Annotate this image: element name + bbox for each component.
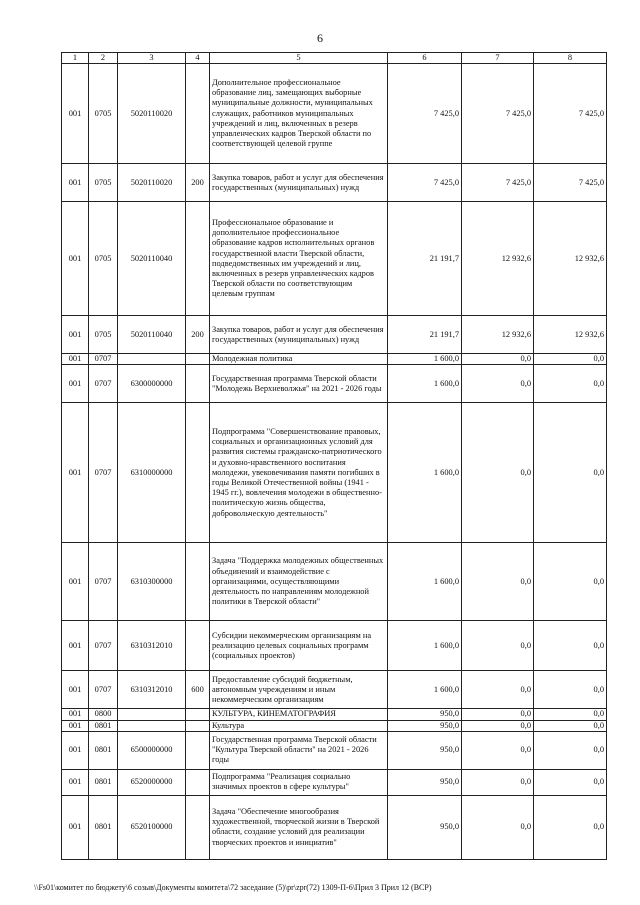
row-description: Государственная программа Тверской области "Культура Тверской области" на 2021 - 2026 годы [210, 731, 388, 769]
expense-type [186, 365, 210, 403]
table-row [62, 164, 607, 202]
expense-type [186, 709, 210, 720]
admin-code: 001 [62, 365, 89, 403]
admin-code: 001 [62, 621, 89, 671]
row-description: Субсидии некоммерческим организациям на реализацию целевых социальных программ (социальных проектов) [210, 621, 388, 671]
row-description: Государственная программа Тверской области "Молодежь Верхневолжья" на 2021 - 2026 годы [210, 365, 388, 403]
row-description: Дополнительное профессиональное образование лиц, замещающих выборные муниципальные должности, муниципальных служащих, работников муниципальных учреждений и лиц, включенных в резерв управленческих кадров Тверской области по соответствующей целевой группе [210, 64, 388, 164]
target-article: 5020110020 [118, 64, 186, 164]
row-description: Культура [210, 720, 388, 731]
table-row [62, 769, 607, 795]
expense-type: 600 [186, 671, 210, 709]
section-code: 0801 [89, 731, 118, 769]
section-code: 0705 [89, 164, 118, 202]
target-article: 6520000000 [118, 769, 186, 795]
section-code: 0707 [89, 671, 118, 709]
row-description: КУЛЬТУРА, КИНЕМАТОГРАФИЯ [210, 709, 388, 720]
amount-col6: 950,0 [388, 709, 462, 720]
amount-col7: 0,0 [462, 709, 534, 720]
admin-code: 001 [62, 354, 89, 365]
amount-col8: 0,0 [534, 621, 607, 671]
row-description: Закупка товаров, работ и услуг для обеспечения государственных (муниципальных) нужд [210, 316, 388, 354]
target-article: 5020110040 [118, 316, 186, 354]
amount-col7: 0,0 [462, 365, 534, 403]
amount-col7: 0,0 [462, 354, 534, 365]
header-cell: 5 [210, 53, 388, 64]
target-article: 6300000000 [118, 365, 186, 403]
budget-table [61, 52, 607, 860]
amount-col8: 0,0 [534, 795, 607, 859]
section-code: 0707 [89, 621, 118, 671]
expense-type [186, 403, 210, 543]
admin-code: 001 [62, 709, 89, 720]
amount-col6: 950,0 [388, 795, 462, 859]
header-cell: 8 [534, 53, 607, 64]
amount-col6: 1 600,0 [388, 671, 462, 709]
header-cell: 3 [118, 53, 186, 64]
file-path-footer: \\Fs01\комитет по бюджету\6 созыв\Документы комитета\72 заседание (5)\pr\zpr(72) 1309-П-6\Прил 3 Прил 12 (ВСР) [34, 883, 432, 892]
admin-code: 001 [62, 316, 89, 354]
amount-col6: 7 425,0 [388, 164, 462, 202]
amount-col7: 0,0 [462, 720, 534, 731]
section-code: 0801 [89, 720, 118, 731]
amount-col6: 7 425,0 [388, 64, 462, 164]
table-row [62, 731, 607, 769]
admin-code: 001 [62, 202, 89, 316]
target-article: 5020110020 [118, 164, 186, 202]
amount-col8: 0,0 [534, 543, 607, 621]
amount-col7: 7 425,0 [462, 64, 534, 164]
table-row [62, 354, 607, 365]
target-article [118, 709, 186, 720]
target-article: 6310000000 [118, 403, 186, 543]
amount-col6: 21 191,7 [388, 316, 462, 354]
expense-type [186, 720, 210, 731]
amount-col7: 0,0 [462, 403, 534, 543]
expense-type [186, 769, 210, 795]
admin-code: 001 [62, 769, 89, 795]
section-code: 0707 [89, 354, 118, 365]
amount-col7: 0,0 [462, 671, 534, 709]
header-cell: 2 [89, 53, 118, 64]
section-code: 0707 [89, 403, 118, 543]
amount-col7: 0,0 [462, 731, 534, 769]
amount-col8: 0,0 [534, 671, 607, 709]
expense-type [186, 202, 210, 316]
section-code: 0705 [89, 202, 118, 316]
expense-type [186, 354, 210, 365]
table-row [62, 720, 607, 731]
header-cell: 7 [462, 53, 534, 64]
table-row [62, 543, 607, 621]
row-description: Профессиональное образование и дополнительное профессиональное образование кадров исполнительных органов государственной власти Тверской области, подведомственных им учреждений и лиц, включенных в резерв управленческих кадров Тверской области по соответствующим целевым группам [210, 202, 388, 316]
amount-col8: 0,0 [534, 769, 607, 795]
admin-code: 001 [62, 671, 89, 709]
expense-type [186, 64, 210, 164]
section-code: 0707 [89, 365, 118, 403]
admin-code: 001 [62, 795, 89, 859]
page-number: 6 [317, 31, 323, 45]
row-description: Молодежная политика [210, 354, 388, 365]
header-cell: 4 [186, 53, 210, 64]
table-row [62, 671, 607, 709]
header-row [62, 53, 607, 64]
table-row [62, 365, 607, 403]
target-article [118, 720, 186, 731]
amount-col8: 0,0 [534, 403, 607, 543]
amount-col7: 0,0 [462, 543, 534, 621]
amount-col8: 0,0 [534, 731, 607, 769]
table-row [62, 316, 607, 354]
amount-col8: 0,0 [534, 365, 607, 403]
amount-col7: 0,0 [462, 621, 534, 671]
admin-code: 001 [62, 543, 89, 621]
amount-col6: 950,0 [388, 769, 462, 795]
table-row [62, 795, 607, 859]
target-article: 6310300000 [118, 543, 186, 621]
amount-col6: 950,0 [388, 731, 462, 769]
amount-col8: 12 932,6 [534, 316, 607, 354]
row-description: Подпрограмма "Реализация социально значимых проектов в сфере культуры" [210, 769, 388, 795]
amount-col8: 0,0 [534, 709, 607, 720]
amount-col6: 1 600,0 [388, 403, 462, 543]
table-row [62, 403, 607, 543]
section-code: 0801 [89, 795, 118, 859]
row-description: Предоставление субсидий бюджетным, автономным учреждениям и иным некоммерческим организациям [210, 671, 388, 709]
row-description: Задача "Обеспечение многообразия художественной, творческой жизни в Тверской области, создание условий для реализации творческих проектов и инициатив" [210, 795, 388, 859]
expense-type: 200 [186, 316, 210, 354]
target-article: 6310312010 [118, 621, 186, 671]
expense-type [186, 731, 210, 769]
amount-col6: 21 191,7 [388, 202, 462, 316]
amount-col8: 12 932,6 [534, 202, 607, 316]
row-description: Закупка товаров, работ и услуг для обеспечения государственных (муниципальных) нужд [210, 164, 388, 202]
section-code: 0707 [89, 543, 118, 621]
amount-col6: 950,0 [388, 720, 462, 731]
amount-col8: 7 425,0 [534, 164, 607, 202]
amount-col7: 12 932,6 [462, 202, 534, 316]
admin-code: 001 [62, 164, 89, 202]
row-description: Подпрограмма "Совершенствование правовых, социальных и организационных условий для развития системы гражданско-патриотического и духовно-нравственного воспитания молодежи, увековечивания памяти погибших в годы Великой Отечественной войны (1941 - 1945 гг.), вовлечения молодежи в общественно-политическую жизнь общества, добровольческую деятельность" [210, 403, 388, 543]
target-article: 6500000000 [118, 731, 186, 769]
amount-col6: 1 600,0 [388, 365, 462, 403]
amount-col8: 0,0 [534, 720, 607, 731]
header-cell: 1 [62, 53, 89, 64]
amount-col6: 1 600,0 [388, 621, 462, 671]
expense-type [186, 543, 210, 621]
section-code: 0705 [89, 316, 118, 354]
expense-type: 200 [186, 164, 210, 202]
section-code: 0801 [89, 769, 118, 795]
target-article: 6520100000 [118, 795, 186, 859]
section-code: 0705 [89, 64, 118, 164]
amount-col6: 1 600,0 [388, 543, 462, 621]
section-code: 0800 [89, 709, 118, 720]
table-row [62, 202, 607, 316]
amount-col7: 12 932,6 [462, 316, 534, 354]
expense-type [186, 621, 210, 671]
admin-code: 001 [62, 64, 89, 164]
table-row [62, 709, 607, 720]
amount-col7: 0,0 [462, 769, 534, 795]
admin-code: 001 [62, 731, 89, 769]
admin-code: 001 [62, 720, 89, 731]
amount-col7: 0,0 [462, 795, 534, 859]
admin-code: 001 [62, 403, 89, 543]
target-article: 6310312010 [118, 671, 186, 709]
amount-col8: 0,0 [534, 354, 607, 365]
table-row [62, 621, 607, 671]
amount-col6: 1 600,0 [388, 354, 462, 365]
amount-col7: 7 425,0 [462, 164, 534, 202]
target-article [118, 354, 186, 365]
table-row [62, 64, 607, 164]
header-cell: 6 [388, 53, 462, 64]
amount-col8: 7 425,0 [534, 64, 607, 164]
row-description: Задача "Поддержка молодежных общественных объединений и взаимодействие с организациями, осуществляющими деятельность по направлениям молодежной политики в Тверской области" [210, 543, 388, 621]
target-article: 5020110040 [118, 202, 186, 316]
expense-type [186, 795, 210, 859]
